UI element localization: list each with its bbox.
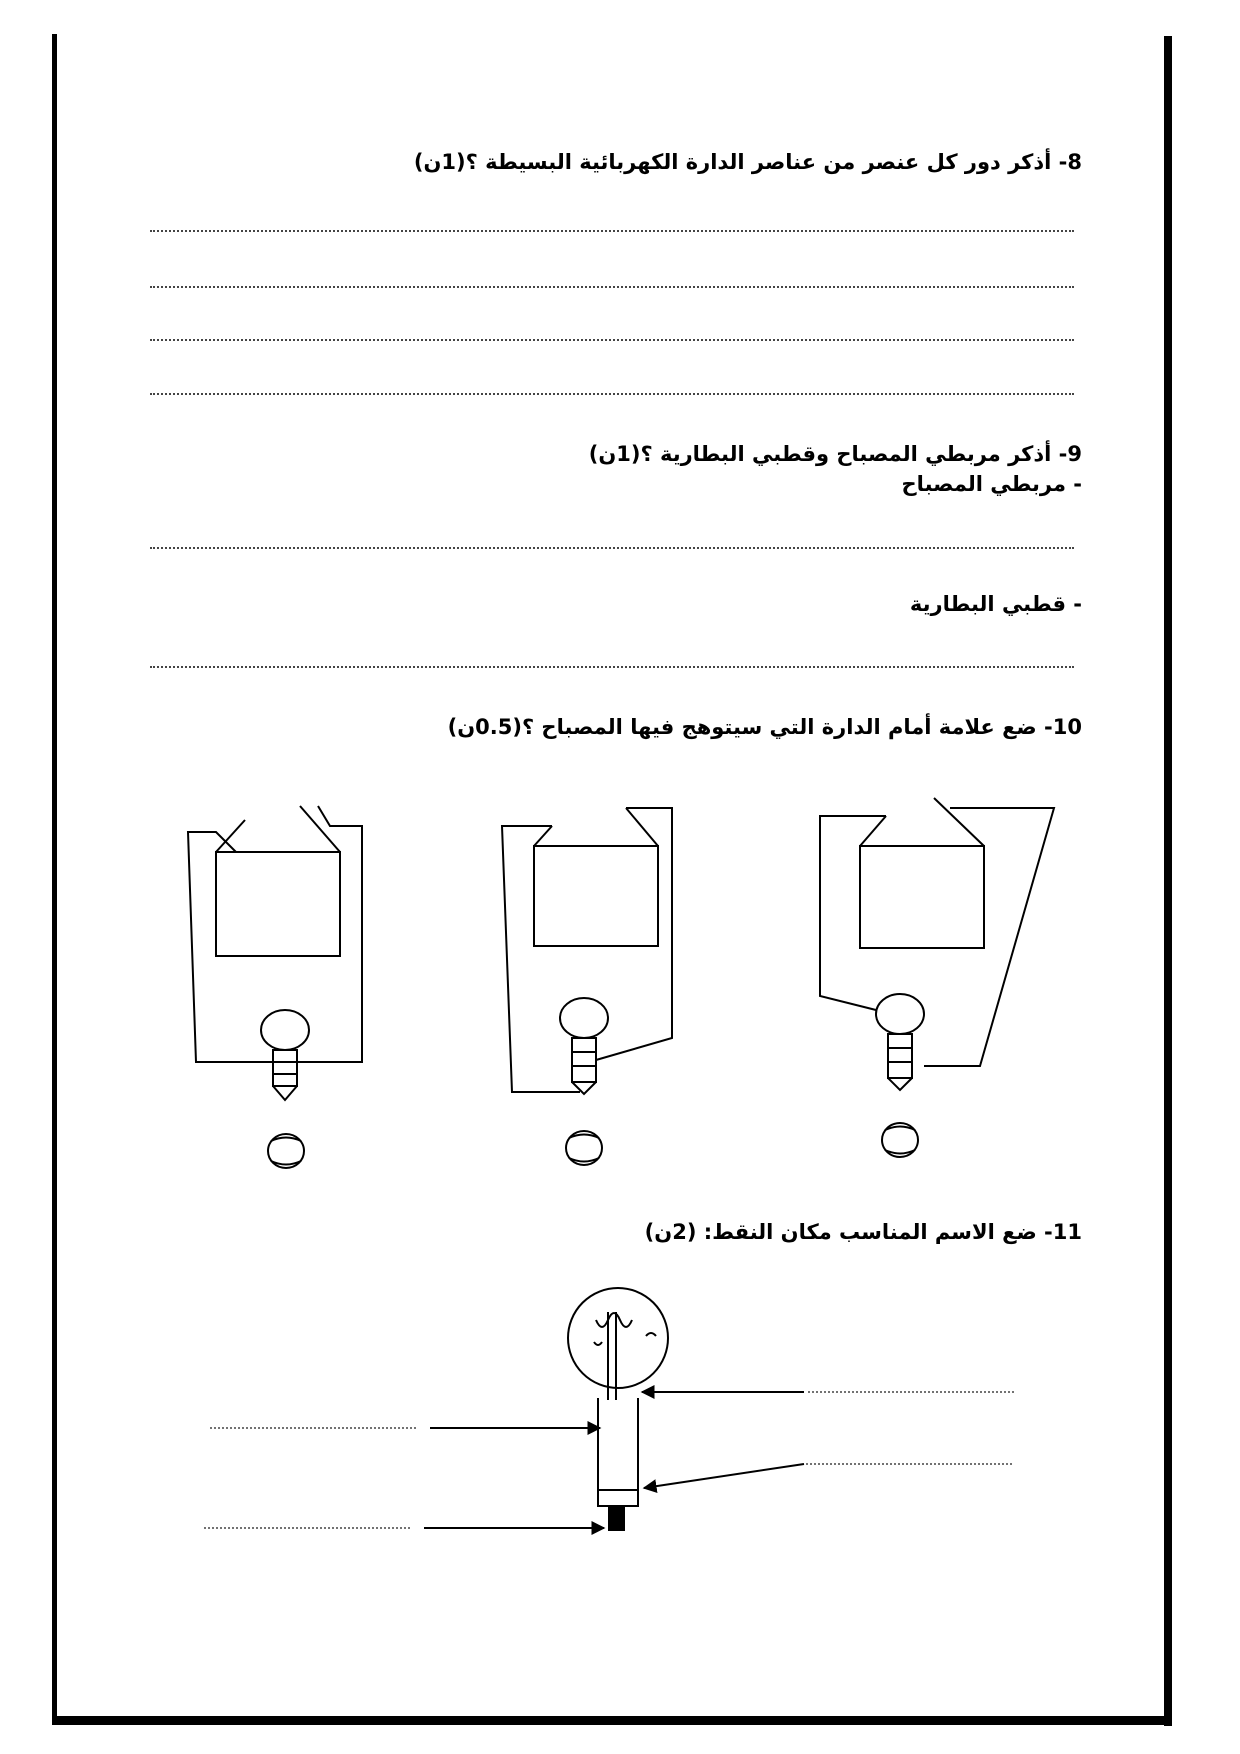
battery-terminal-3b <box>934 798 984 846</box>
circuit-2 <box>502 808 672 1094</box>
checkbox-3[interactable] <box>882 1123 918 1157</box>
wire-1 <box>188 806 362 1062</box>
battery-terminal-2b <box>626 808 658 846</box>
arrow-to-cap <box>644 1464 804 1488</box>
question-10: 10- ضع علامة أمام الدارة التي سيتوهج فيها المصباح ؟(0.5ن) <box>447 715 1082 739</box>
lamp-base-2 <box>572 1038 596 1082</box>
lamp-glass-bulb <box>568 1288 668 1388</box>
question-11: 11- ضع الاسم المناسب مكان النقط: (2ن) <box>644 1220 1082 1244</box>
lamp-diagram <box>568 1288 668 1530</box>
lamp-base-3 <box>888 1034 912 1078</box>
battery-1 <box>216 852 340 956</box>
lamp-filament <box>596 1313 632 1327</box>
checkbox-1[interactable] <box>268 1134 304 1168</box>
battery-3 <box>860 846 984 948</box>
q9-item-battery-poles: - قطبي البطارية <box>909 592 1082 616</box>
battery-terminal-1 <box>300 806 340 852</box>
battery-terminal-2a <box>534 826 552 846</box>
question-9: 9- أذكر مربطي المصباح وقطبي البطارية ؟(1ن) <box>588 442 1082 466</box>
circuit-1 <box>188 806 362 1100</box>
lamp-bulb-3 <box>876 994 924 1034</box>
lamp-tip-1 <box>273 1086 297 1100</box>
lamp-bulb-2 <box>560 998 608 1038</box>
lamp-bulb-1 <box>261 1010 309 1050</box>
battery-2 <box>534 846 658 946</box>
battery-terminal-3a <box>860 816 886 846</box>
lamp-base-1 <box>273 1050 297 1086</box>
circuit-3 <box>820 798 1054 1090</box>
question-8: 8- أذكر دور كل عنصر من عناصر الدارة الكهربائية البسيطة ؟(1ن) <box>413 150 1082 174</box>
checkbox-2[interactable] <box>566 1131 602 1165</box>
lamp-tip-3 <box>888 1078 912 1090</box>
q9-item-lamp-terminals: - مربطي المصباح <box>901 472 1082 496</box>
wire-2a <box>502 826 580 1092</box>
lamp-contact <box>609 1508 624 1530</box>
